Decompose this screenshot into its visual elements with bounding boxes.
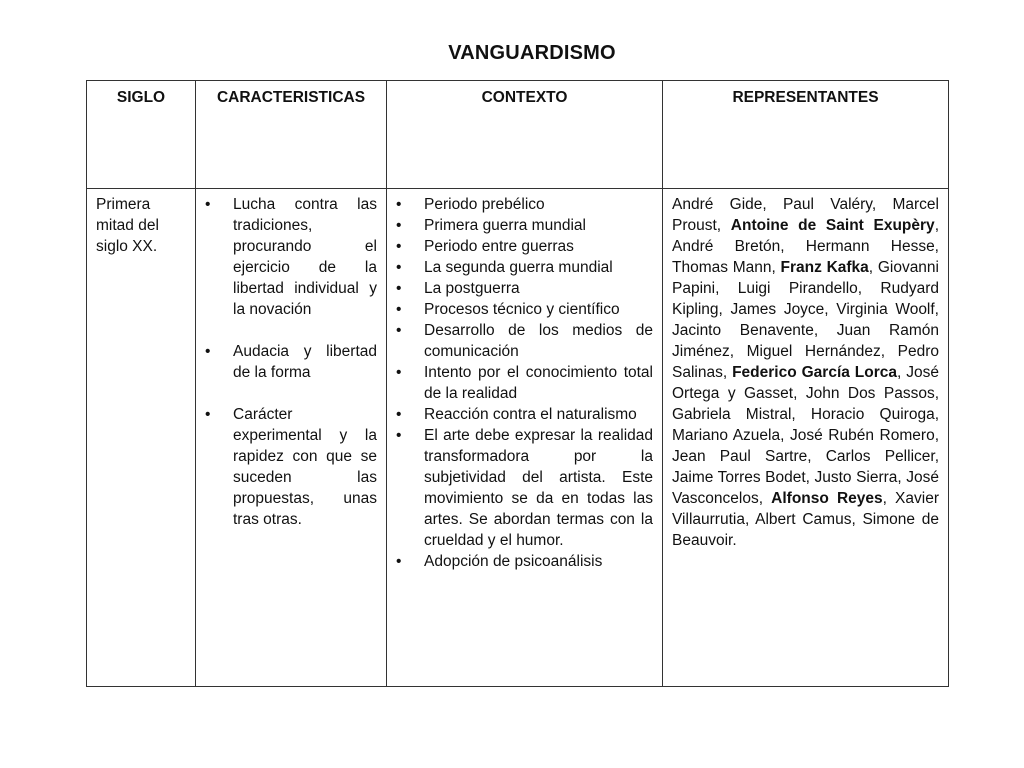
table-row: [87, 189, 949, 687]
representante-text: , Xavier Villaurrutia, Albert Camus, Simone de Beauvoir.: [672, 490, 939, 549]
vanguardismo-table: [86, 80, 949, 687]
representante-text: , José Ortega y Gasset, John Dos Passos, Gabriela Mistral, Horacio Quiroga, Mariano Azuela, José Rubén Romero, Jean Paul Sartre, Carlos Pellicer, Jaime Torres Bodet, Justo Sierra, José Vasconcelos,: [672, 364, 939, 507]
contexto-item: • Intento por el conocimiento total de la realidad: [396, 362, 653, 404]
contexto-list: [396, 194, 653, 572]
representante-bold: Antoine de Saint Exupèry: [730, 217, 935, 234]
representante-bold: Franz Kafka: [780, 259, 869, 276]
caracteristica-item: • Audacia y libertad de la forma: [205, 341, 377, 383]
cell-contexto: [387, 189, 663, 687]
header-siglo: SIGLO: [87, 81, 196, 189]
caracteristica-item: • Carácter experimental y la rapidez con que se suceden las propuestas, unas tras otras.: [205, 404, 377, 530]
contexto-item: • Periodo entre guerras: [396, 236, 653, 257]
contexto-item: • Procesos técnico y científico: [396, 299, 653, 320]
cell-siglo: [87, 189, 196, 687]
header-caracteristicas: CARACTERISTICAS: [196, 81, 387, 189]
caracteristica-item: • Lucha contra las tradiciones, procurando el ejercicio de la libertad individual y la novación: [205, 194, 377, 320]
contexto-item: • Reacción contra el naturalismo: [396, 404, 653, 425]
contexto-item: • La postguerra: [396, 278, 653, 299]
representante-bold: Federico García Lorca: [732, 364, 898, 381]
representantes-text: [672, 194, 939, 551]
page-title: VANGUARDISMO: [448, 42, 616, 64]
header-row: [87, 81, 949, 189]
representante-text: André Gide, Paul Valéry,: [672, 196, 893, 213]
contexto-item: • El arte debe expresar la realidad transformadora por la subjetividad del artista. Este movimiento se da en todas las artes. Se abordan termas con la crueldad y el humor.: [396, 425, 653, 551]
caracteristicas-list: [205, 194, 377, 530]
representante-text: Marcel Proust,: [672, 196, 939, 234]
cell-representantes: [663, 189, 949, 687]
siglo-text: Primera mitad del siglo XX.: [96, 196, 159, 255]
cell-caracteristicas: [196, 189, 387, 687]
header-representantes: REPRESENTANTES: [663, 81, 949, 189]
contexto-item: • Periodo prebélico: [396, 194, 653, 215]
contexto-item: • Adopción de psicoanálisis: [396, 551, 653, 572]
header-contexto: CONTEXTO: [387, 81, 663, 189]
representante-text: , André Bretón, Hermann Hesse, Thomas Mann,: [672, 217, 939, 276]
representante-bold: Alfonso Reyes: [771, 490, 883, 507]
contexto-item: • Primera guerra mundial: [396, 215, 653, 236]
contexto-item: • La segunda guerra mundial: [396, 257, 653, 278]
contexto-item: • Desarrollo de los medios de comunicación: [396, 320, 653, 362]
representante-text: , Giovanni Papini, Luigi Pirandello, Rudyard Kipling, James Joyce, Virginia Woolf, Jacinto Benavente, Juan Ramón Jiménez, Miguel Hernández, Pedro Salinas,: [672, 259, 939, 381]
